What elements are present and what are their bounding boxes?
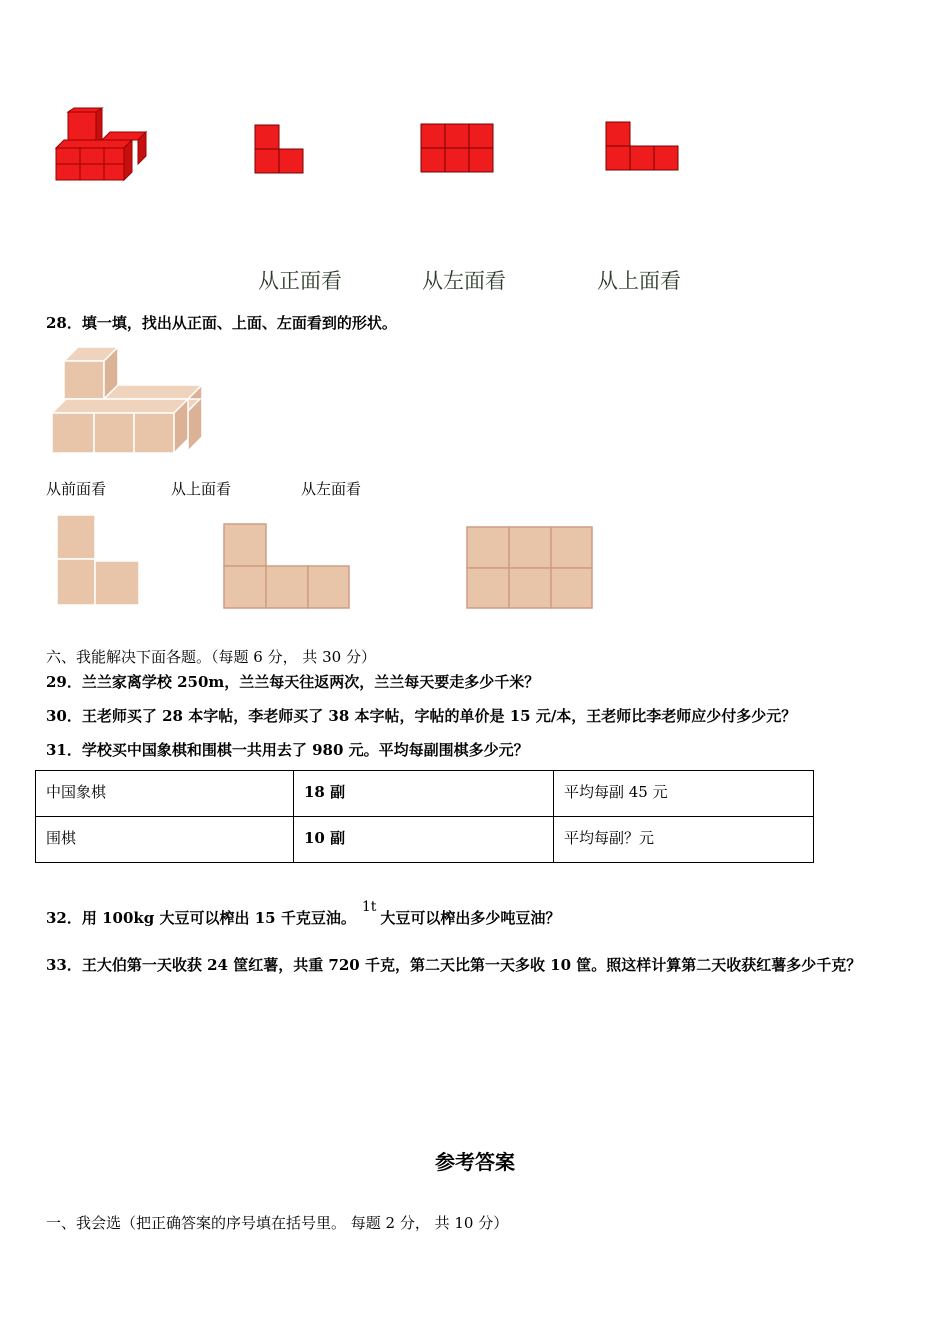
table-cell: 平均每副？元: [554, 817, 814, 863]
red-left-view-shape: [421, 124, 495, 174]
caption-front-view: 从正面看: [258, 269, 342, 293]
question-32-part1: 32．用 100kg 大豆可以榨出 15 千克豆油。: [46, 909, 356, 927]
price-table: [35, 770, 814, 863]
answers-title: 参考答案: [435, 1150, 515, 1174]
table-cell: 中国象棋: [36, 771, 294, 817]
section-6-title: 六、我能解决下面各题。（每题 6 分， 共 30 分）: [46, 648, 376, 666]
tan-cube-3d-figure: [50, 345, 205, 455]
table-row: [36, 817, 814, 863]
table-cell: 围棋: [36, 817, 294, 863]
caption-top-view: 从上面看: [597, 269, 681, 293]
label-front-view: 从前面看: [46, 480, 107, 498]
table-row: [36, 771, 814, 817]
red-cube-3d-figure: [50, 108, 150, 184]
caption-left-view: 从左面看: [422, 269, 506, 293]
table-cell: 平均每副 45 元: [554, 771, 814, 817]
table-cell: 10 副: [294, 817, 554, 863]
tan-front-view-shape: [57, 515, 141, 607]
question-33: 33．王大伯第一天收获 24 筐红薯，共重 720 千克，第二天比第一天多收 10 筐。照这样计算第二天收获红薯多少千克？: [46, 956, 862, 974]
question-28: 28．填一填，找出从正面、上面、左面看到的形状。: [46, 314, 397, 332]
label-left-view: 从左面看: [301, 480, 362, 498]
answers-section-1: 一、我会选（把正确答案的序号填在括号里。 每题 2 分， 共 10 分）: [46, 1214, 509, 1232]
question-32: [46, 899, 561, 928]
red-top-view-shape: [606, 122, 680, 172]
tan-top-view-shape: [223, 523, 351, 610]
tan-left-view-shape: [466, 526, 594, 610]
red-front-view-shape: [255, 125, 305, 175]
question-32-part2: 大豆可以榨出多少吨豆油？: [380, 909, 561, 927]
question-30: 30．王老师买了 28 本字帖，李老师买了 38 本字帖，字帖的单价是 15 元/本，王老师比李老师应少付多少元？: [46, 707, 797, 725]
label-top-view: 从上面看: [171, 480, 232, 498]
table-cell: 18 副: [294, 771, 554, 817]
question-31: 31．学校买中国象棋和围棋一共用去了 980 元。平均每副围棋多少元？: [46, 741, 529, 759]
question-29: 29．兰兰家离学校 250m，兰兰每天往返两次，兰兰每天要走多少千米？: [46, 673, 540, 691]
question-32-superscript: 1t: [361, 899, 377, 915]
